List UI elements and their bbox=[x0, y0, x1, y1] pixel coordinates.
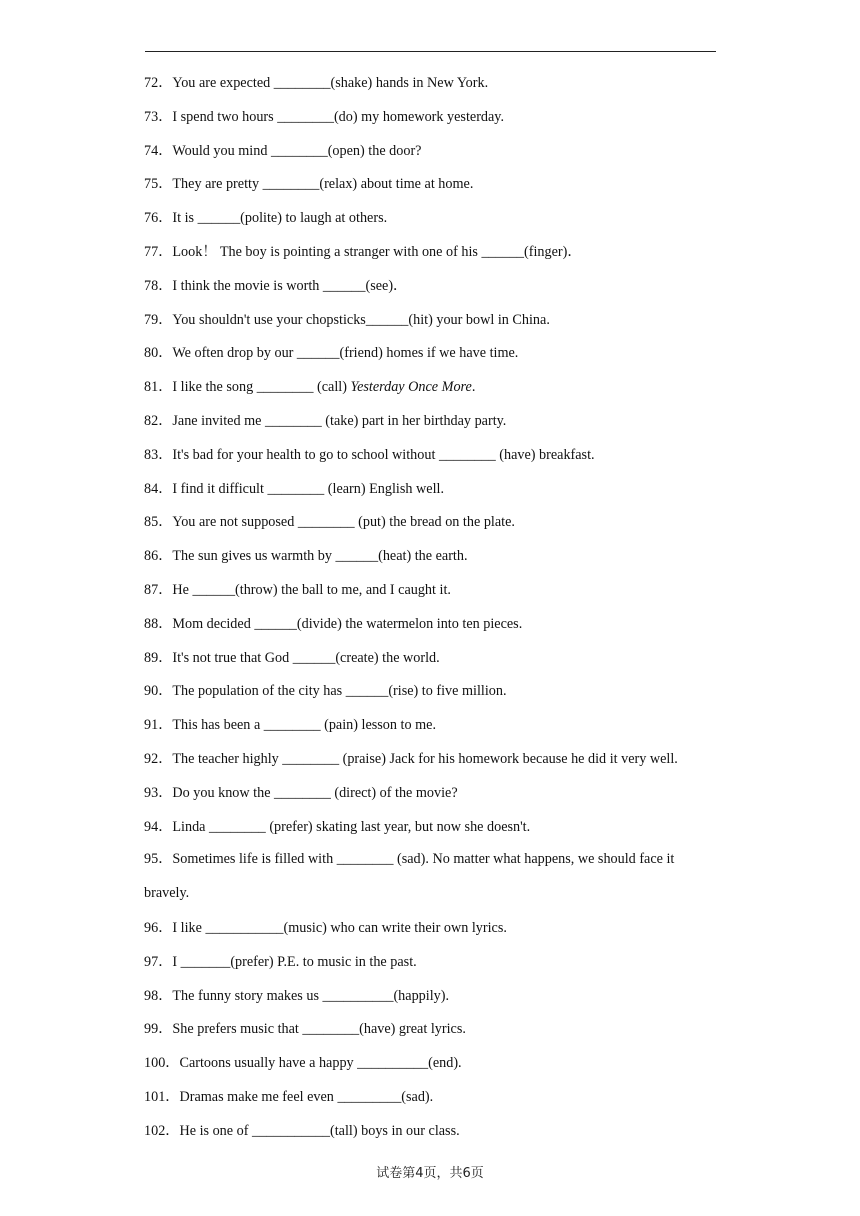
question-item bbox=[144, 309, 722, 343]
question-item bbox=[144, 106, 722, 140]
question-text: I like ___________(music) who can write their own lyrics. bbox=[172, 919, 507, 936]
question-item bbox=[144, 207, 722, 241]
question-number: 96． bbox=[144, 919, 173, 936]
question-text: The funny story makes us __________(happily). bbox=[172, 987, 450, 1004]
question-text: We often drop by our ______(friend) homes if we have time. bbox=[172, 345, 519, 362]
question-text: Sometimes life is filled with ________ (sad). No matter what happens, we should face it bravely. bbox=[144, 851, 675, 902]
question-number: 80． bbox=[144, 345, 173, 362]
question-item bbox=[144, 843, 722, 911]
question-number: 94． bbox=[144, 818, 173, 835]
question-text: Cartoons usually have a happy __________(end). bbox=[179, 1055, 462, 1072]
question-text: It's bad for your health to go to school without ________ (have) breakfast. bbox=[172, 446, 595, 463]
question-item bbox=[144, 410, 722, 444]
question-number: 86． bbox=[144, 548, 173, 565]
question-text: Look！ The boy is pointing a stranger with one of his ______(finger)． bbox=[172, 243, 582, 260]
question-item bbox=[144, 478, 722, 512]
question-text: They are pretty ________(relax) about time at home. bbox=[172, 176, 474, 193]
question-text: I find it difficult ________ (learn) English well. bbox=[172, 480, 445, 497]
question-number: 73． bbox=[144, 108, 173, 125]
question-number: 99． bbox=[144, 1021, 173, 1038]
question-item bbox=[144, 545, 722, 579]
question-item bbox=[144, 1052, 722, 1086]
question-text: I think the movie is worth ______(see)． bbox=[172, 277, 408, 294]
question-item bbox=[144, 748, 722, 782]
question-item bbox=[144, 613, 722, 647]
question-number: 89． bbox=[144, 649, 173, 666]
question-item bbox=[144, 782, 722, 816]
question-number: 82． bbox=[144, 412, 173, 429]
question-text: It is ______(polite) to laugh at others. bbox=[172, 210, 388, 227]
question-text: Do you know the ________ (direct) of the movie? bbox=[172, 784, 458, 801]
question-number: 101． bbox=[144, 1088, 180, 1105]
question-item bbox=[144, 1018, 722, 1052]
question-text: Would you mind ________(open) the door? bbox=[172, 142, 422, 159]
question-number: 81． bbox=[144, 379, 173, 396]
question-item bbox=[144, 72, 722, 106]
question-text: Jane invited me ________ (take) part in her birthday party. bbox=[172, 412, 507, 429]
question-item bbox=[144, 376, 722, 410]
header-rule bbox=[145, 51, 716, 52]
question-text: The population of the city has ______(rise) to five million. bbox=[172, 683, 507, 700]
question-number: 92． bbox=[144, 750, 173, 767]
question-text: You shouldn't use your chopsticks______(hit) your bowl in China. bbox=[172, 311, 550, 328]
question-text: He ______(throw) the ball to me, and I caught it. bbox=[172, 581, 451, 598]
question-number: 102． bbox=[144, 1122, 180, 1139]
question-item bbox=[144, 714, 722, 748]
question-item bbox=[144, 275, 722, 309]
question-text: The sun gives us warmth by ______(heat) the earth. bbox=[172, 548, 468, 565]
question-number: 74． bbox=[144, 142, 173, 159]
question-item bbox=[144, 173, 722, 207]
question-text: She prefers music that ________(have) great lyrics. bbox=[172, 1021, 466, 1038]
question-number: 95． bbox=[144, 851, 173, 868]
question-text: The teacher highly ________ (praise) Jack for his homework because he did it very well. bbox=[172, 750, 678, 767]
question-text: Dramas make me feel even _________(sad). bbox=[179, 1088, 434, 1105]
question-item bbox=[144, 680, 722, 714]
question-text: I like the song ________ (call) bbox=[172, 379, 351, 396]
question-number: 100． bbox=[144, 1055, 180, 1072]
question-number: 88． bbox=[144, 615, 173, 632]
question-text-end: . bbox=[471, 379, 476, 396]
question-number: 93． bbox=[144, 784, 173, 801]
question-text: You are not supposed ________ (put) the bread on the plate. bbox=[172, 514, 515, 531]
question-text: It's not true that God ______(create) the world. bbox=[172, 649, 440, 666]
question-number: 78． bbox=[144, 277, 173, 294]
question-number: 75． bbox=[144, 176, 173, 193]
question-text: I spend two hours ________(do) my homework yesterday. bbox=[172, 108, 505, 125]
question-item bbox=[144, 1120, 722, 1154]
question-number: 87． bbox=[144, 581, 173, 598]
question-number: 84． bbox=[144, 480, 173, 497]
question-number: 97． bbox=[144, 953, 173, 970]
question-text: You are expected ________(shake) hands in New York. bbox=[172, 75, 489, 91]
question-item bbox=[144, 140, 722, 174]
question-item bbox=[144, 241, 722, 275]
question-text: I _______(prefer) P.E. to music in the past. bbox=[172, 953, 417, 970]
question-text: Linda ________ (prefer) skating last year, but now she doesn't. bbox=[172, 818, 531, 835]
question-number: 90． bbox=[144, 683, 173, 700]
question-item bbox=[144, 579, 722, 613]
question-text: Mom decided ______(divide) the watermelon into ten pieces. bbox=[172, 615, 523, 632]
question-item bbox=[144, 1086, 722, 1120]
song-title: Yesterday Once More bbox=[350, 379, 472, 396]
question-text: This has been a ________ (pain) lesson to me. bbox=[172, 717, 436, 734]
page-footer: 试卷第4页，共6页 bbox=[376, 1166, 484, 1181]
question-text: He is one of ___________(tall) boys in our class. bbox=[179, 1122, 460, 1139]
question-number: 72． bbox=[144, 75, 173, 91]
question-number: 77． bbox=[144, 243, 173, 260]
question-item bbox=[144, 342, 722, 376]
question-number: 91． bbox=[144, 717, 173, 734]
question-list bbox=[144, 72, 722, 1154]
question-item bbox=[144, 951, 722, 985]
question-number: 83． bbox=[144, 446, 173, 463]
question-number: 98． bbox=[144, 987, 173, 1004]
question-number: 76． bbox=[144, 210, 173, 227]
question-item bbox=[144, 917, 722, 951]
question-item bbox=[144, 511, 722, 545]
question-item bbox=[144, 647, 722, 681]
question-number: 85． bbox=[144, 514, 173, 531]
question-number: 79． bbox=[144, 311, 173, 328]
question-item bbox=[144, 985, 722, 1019]
question-item bbox=[144, 444, 722, 478]
